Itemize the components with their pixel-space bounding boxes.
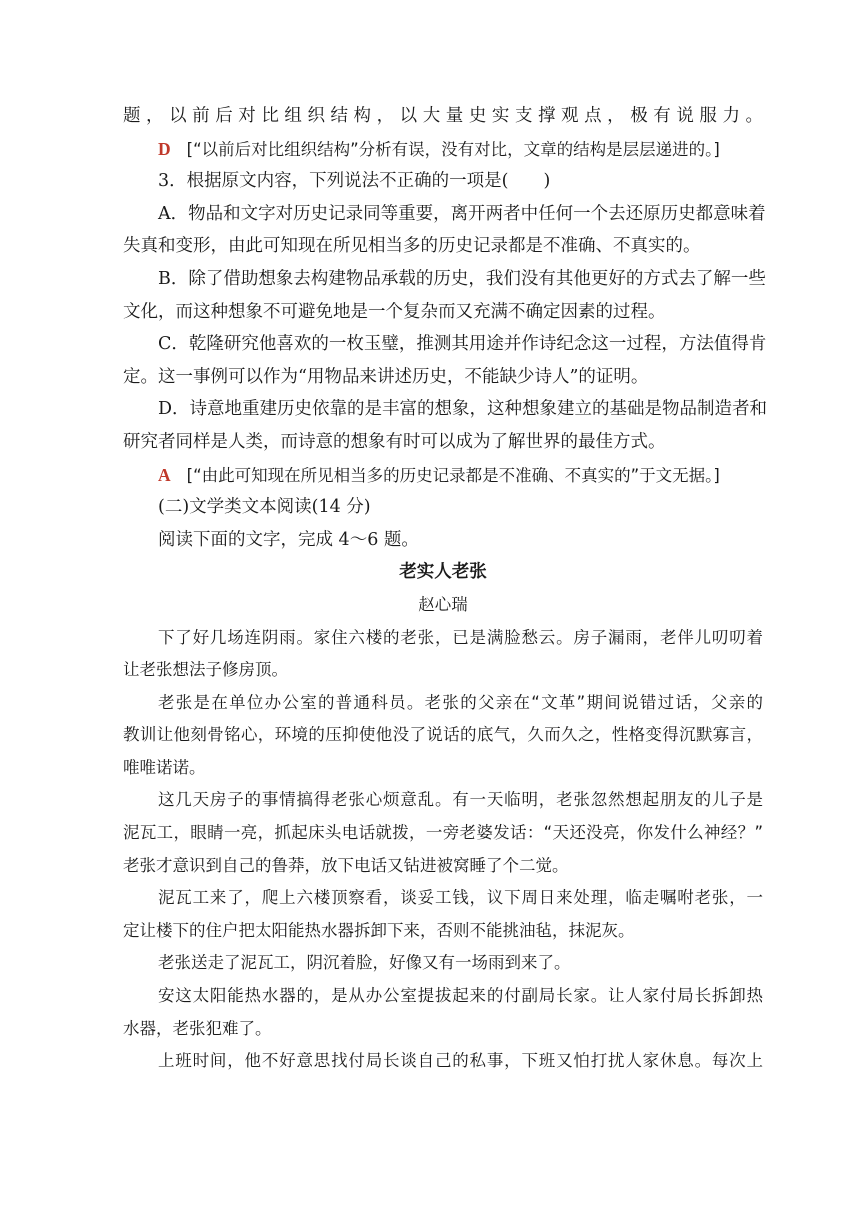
story-line: 老张送走了泥瓦工，阴沉着脸，好像又有一场雨到来了。 <box>158 953 571 973</box>
story-line: 老张才意识到自己的鲁莽，放下电话又钻进被窝睡了个二觉。 <box>123 855 569 875</box>
option-c-line-1: C．乾隆研究他喜欢的一枚玉璧，推测其用途并作诗纪念这一过程，方法值得肯 <box>158 334 767 355</box>
option-a-line-2: 失真和变形，由此可知现在所见相当多的历史记录都是不准确、不真实的。 <box>123 236 701 257</box>
story-line: 安这太阳能热水器的，是从办公室提拔起来的付副局长家。让人家付局长拆卸热 <box>158 986 763 1006</box>
answer-explanation: [“以前后对比组织结构”分析有误，没有对比，文章的结构是层层递进的。] <box>186 139 720 159</box>
section-heading: (二)文学类文本阅读(14 分) <box>158 497 371 518</box>
answer-letter: D <box>158 138 171 159</box>
story-title: 老实人老张 <box>399 562 487 583</box>
story-line: 上班时间，他不好意思找付局长谈自己的私事，下班又怕打扰人家休息。每次上 <box>158 1051 763 1071</box>
option-a-line-1: A．物品和文字对历史记录同等重要，离开两者中任何一个去还原历史都意味着 <box>158 203 766 224</box>
story-line: 下了好几场连阴雨。家住六楼的老张，已是满脸愁云。房子漏雨，老伴儿叨叨着 <box>158 627 763 647</box>
story-line: 让老张想法子修房顶。 <box>123 660 288 680</box>
story-line: 水器，老张犯难了。 <box>123 1018 272 1038</box>
option-d-line-2: 研究者同样是人类，而诗意的想象有时可以成为了解世界的最佳方式。 <box>123 431 666 452</box>
option-b-line-2: 文化，而这种想象不可避免地是一个复杂而又充满不确定因素的过程。 <box>123 301 666 322</box>
document-page <box>123 100 768 1078</box>
story-line: 这几天房子的事情搞得老张心烦意乱。有一天临明，老张忽然想起朋友的儿子是 <box>158 790 763 810</box>
section-instruction: 阅读下面的文字，完成 4～6 题。 <box>158 529 419 550</box>
story-line: 教训让他刻骨铭心，环境的压抑使他没了说话的底气，久而久之，性格变得沉默寡言， <box>123 725 763 745</box>
story-body <box>123 622 763 1078</box>
option-d-line-1: D．诗意地重建历史依靠的是丰富的想象，这种想象建立的基础是物品制造者和 <box>158 399 768 420</box>
story-line: 唯唯诺诺。 <box>123 757 206 777</box>
option-c-line-2: 定。这一事例可以作为“用物品来讲述历史，不能缺少诗人”的证明。 <box>123 366 649 387</box>
story-line: 定让楼下的住户把太阳能热水器拆卸下来，否则不能挑油毡，抹泥灰。 <box>123 920 635 940</box>
question-2-last-line: 题，以前后对比组织结构，以大量史实支撑观点，极有说服力。 <box>123 106 763 126</box>
story-line: 泥瓦工，眼睛一亮，抓起床头电话就拨，一旁老婆发话：“天还没亮，你发什么神经？” <box>123 823 763 843</box>
story-line: 老张是在单位办公室的普通科员。老张的父亲在“文革”期间说错过话，父亲的 <box>158 692 763 712</box>
answer-explanation: [“由此可知现在所见相当多的历史记录都是不准确、不真实的”于文无据。] <box>186 465 720 485</box>
answer-letter: A <box>158 464 171 485</box>
question-3-answer <box>123 459 763 492</box>
story-line: 泥瓦工来了，爬上六楼顶察看，谈妥工钱，议下周日来处理，临走嘱咐老张，一 <box>158 888 763 908</box>
story-author: 赵心瑞 <box>418 594 468 614</box>
option-b-line-1: B．除了借助想象去构建物品承载的历史，我们没有其他更好的方式去了解一些 <box>158 268 766 289</box>
question-2-answer <box>123 133 763 166</box>
question-3-stem: 3．根据原文内容，下列说法不正确的一项是( ) <box>158 171 551 192</box>
